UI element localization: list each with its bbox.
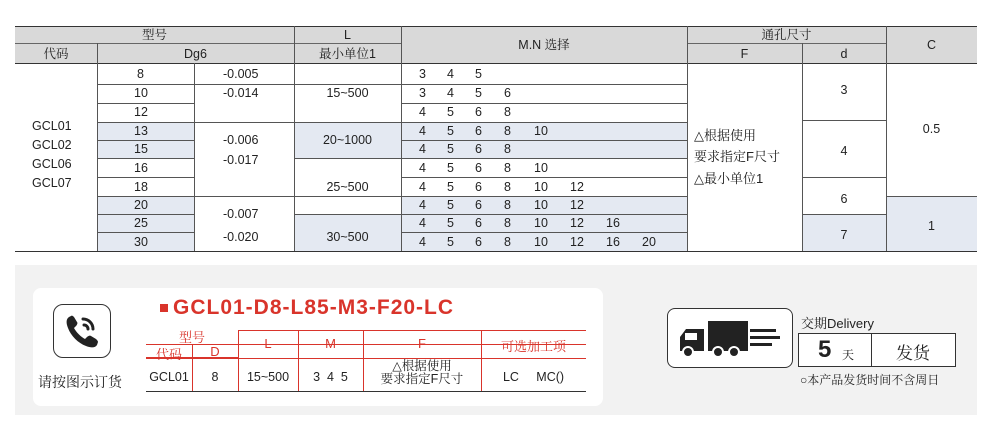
delivery-label: 交期Delivery	[801, 316, 874, 331]
mn-value: 5	[447, 235, 454, 249]
order-value-options: LC MC()	[502, 370, 565, 384]
order-example-card	[33, 288, 603, 406]
d-value: 4	[840, 144, 848, 158]
dg-value: 25	[134, 216, 148, 230]
mn-value: 6	[475, 161, 482, 175]
header-code: 代码	[43, 47, 69, 61]
l-range: 25~500	[326, 180, 369, 194]
tolerance-upper: -0.007	[223, 207, 259, 221]
mn-value: 5	[447, 198, 454, 212]
mn-value: 12	[570, 180, 584, 194]
mn-value: 12	[570, 235, 584, 249]
order-header-options: 可选加工项	[500, 339, 566, 354]
f-note-line1: △根据使用	[694, 128, 756, 143]
order-header-l: L	[264, 336, 272, 351]
header-l: L	[344, 28, 351, 42]
dg-value: 13	[134, 124, 148, 138]
delivery-days: 5	[818, 336, 832, 363]
mn-value: 4	[419, 180, 426, 194]
dg-value: 16	[134, 161, 148, 175]
c-value: 0.5	[922, 122, 941, 136]
header-model: 型号	[141, 28, 167, 42]
dg-value: 8	[137, 67, 144, 81]
mn-value: 8	[504, 216, 511, 230]
mn-value: 10	[534, 216, 548, 230]
order-header-f: F	[418, 336, 426, 351]
order-value-code: GCL01	[149, 370, 189, 384]
tolerance-lower: -0.017	[223, 153, 259, 167]
delivery-note: ○本产品发货时间不含周日	[800, 373, 940, 387]
mn-value: 5	[447, 124, 454, 138]
d-value: 3	[840, 83, 848, 97]
dg-value: 20	[134, 198, 148, 212]
mn-value: 3	[419, 86, 426, 100]
order-header-m: M	[325, 336, 336, 351]
phone-icon	[53, 304, 111, 358]
delivery-action: 发货	[896, 344, 930, 363]
tolerance-lower: -0.020	[223, 230, 259, 244]
f-note-line3: △最小单位1	[694, 171, 764, 186]
mn-value: 4	[447, 86, 454, 100]
delivery-days-unit: 天	[842, 348, 855, 362]
mn-value: 5	[475, 67, 482, 81]
mn-value: 12	[570, 216, 584, 230]
header-f: F	[740, 47, 749, 61]
l-range: 20~1000	[322, 133, 372, 147]
dg-value: 10	[134, 86, 148, 100]
mn-value: 3	[419, 67, 426, 81]
d-value: 7	[840, 228, 848, 242]
order-header-d: D	[210, 344, 220, 359]
mn-value: 5	[447, 105, 454, 119]
mn-value: 5	[447, 180, 454, 194]
mn-value: 6	[475, 142, 482, 156]
mn-value: 16	[606, 235, 620, 249]
mn-value: 6	[475, 235, 482, 249]
dg-value: 15	[134, 142, 148, 156]
mn-value: 10	[534, 235, 548, 249]
mn-value: 5	[475, 86, 482, 100]
code-gcl06: GCL06	[32, 157, 72, 171]
header-c: C	[926, 38, 937, 52]
mn-value: 4	[419, 142, 426, 156]
mn-value: 5	[447, 161, 454, 175]
mn-value: 6	[475, 105, 482, 119]
mn-value: 5	[447, 142, 454, 156]
tolerance-upper: -0.006	[223, 133, 259, 147]
order-value-m: 3 4 5	[313, 370, 348, 384]
header-hole: 通孔尺寸	[761, 28, 812, 42]
dg-value: 18	[134, 180, 148, 194]
mn-value: 8	[504, 235, 511, 249]
header-dg6: Dg6	[184, 47, 207, 61]
mn-value: 8	[504, 142, 511, 156]
mn-value: 12	[570, 198, 584, 212]
mn-value: 8	[504, 105, 511, 119]
mn-value: 10	[534, 161, 548, 175]
mn-value: 16	[606, 216, 620, 230]
header-l-sub: 最小单位1	[319, 47, 376, 61]
mn-value: 10	[534, 198, 548, 212]
order-caption: 请按图示订货	[38, 374, 122, 390]
dg-value: 30	[134, 235, 148, 249]
tolerance-upper: -0.005	[223, 67, 259, 81]
dg-value: 12	[134, 105, 148, 119]
mn-value: 4	[419, 216, 426, 230]
d-value: 6	[840, 192, 848, 206]
mn-value: 4	[447, 67, 454, 81]
order-header-model: 型号	[178, 330, 205, 345]
c-value: 1	[928, 219, 935, 233]
mn-value: 4	[419, 235, 426, 249]
order-value-d: 8	[211, 370, 219, 384]
order-value-l: 15~500	[246, 370, 290, 384]
mn-value: 6	[475, 124, 482, 138]
order-value-f-line2: 要求指定F尺寸	[380, 372, 464, 386]
mn-value: 10	[534, 124, 548, 138]
code-gcl01: GCL01	[32, 119, 72, 133]
mn-value: 4	[419, 198, 426, 212]
l-range: 15~500	[326, 86, 369, 100]
mn-value: 4	[419, 105, 426, 119]
title-square-icon	[160, 304, 168, 312]
truck-icon	[667, 308, 793, 368]
mn-value: 6	[504, 86, 511, 100]
l-range: 30~500	[326, 230, 369, 244]
header-d: d	[840, 47, 848, 61]
order-code-title: GCL01-D8-L85-M3-F20-LC	[173, 296, 455, 319]
mn-value: 6	[475, 180, 482, 194]
f-note-line2: 要求指定F尺寸	[694, 149, 780, 164]
tolerance-lower: -0.014	[223, 86, 259, 100]
header-mn: M.N 选择	[518, 38, 570, 52]
code-gcl07: GCL07	[32, 176, 72, 190]
mn-value: 6	[475, 216, 482, 230]
mn-value: 4	[419, 161, 426, 175]
mn-value: 20	[642, 235, 656, 249]
mn-value: 8	[504, 124, 511, 138]
order-header-code: 代码	[155, 347, 182, 362]
mn-value: 8	[504, 198, 511, 212]
mn-value: 6	[475, 198, 482, 212]
mn-value: 4	[419, 124, 426, 138]
mn-value: 8	[504, 180, 511, 194]
mn-value: 8	[504, 161, 511, 175]
order-value-f-line1: △根据使用	[392, 359, 452, 373]
mn-value: 5	[447, 216, 454, 230]
code-gcl02: GCL02	[32, 138, 72, 152]
mn-value: 10	[534, 180, 548, 194]
